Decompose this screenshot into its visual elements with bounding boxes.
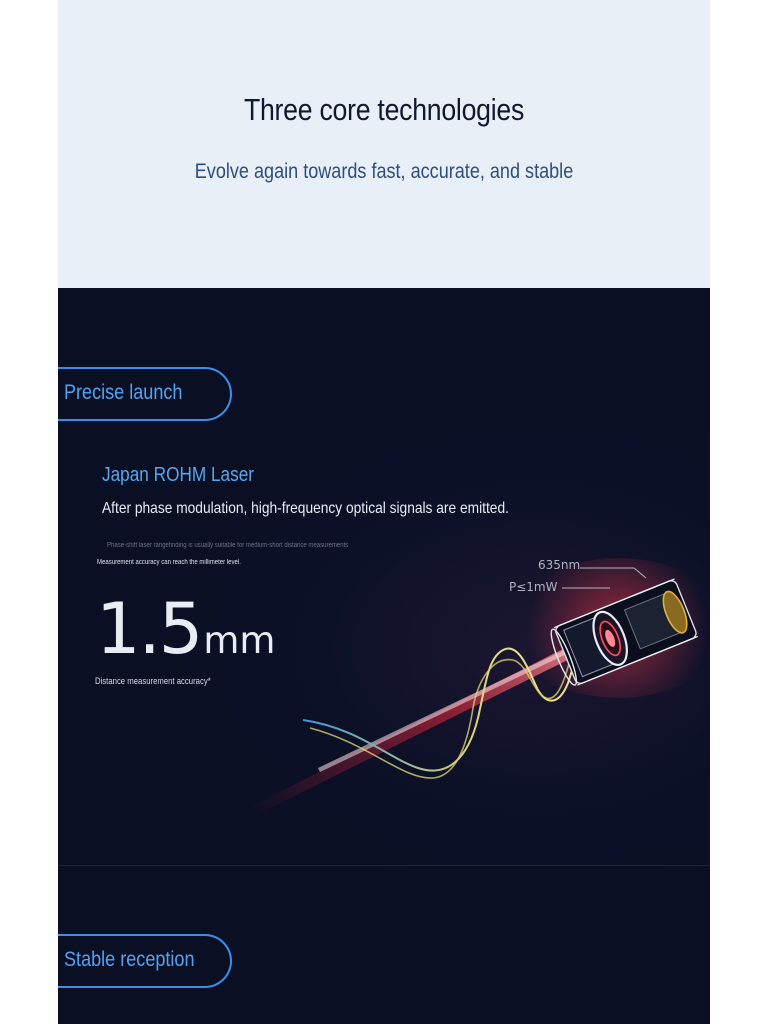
hero-title: Three core technologies — [243, 92, 525, 127]
hero-subtitle: Evolve again towards fast, accurate, and stable — [194, 160, 574, 183]
precise-launch-tag — [58, 367, 232, 421]
stable-reception-tag — [58, 934, 232, 988]
accuracy-unit: mm — [203, 619, 276, 662]
accuracy-caption: Distance measurement accuracy* — [95, 676, 211, 686]
wavelength-label: 635nm — [538, 558, 581, 572]
power-label: P≤1mW — [509, 580, 558, 594]
accuracy-number: 1.5 — [96, 588, 202, 670]
launch-panel — [58, 288, 710, 866]
technology-section — [58, 288, 710, 1024]
laser-brand: Japan ROHM Laser — [102, 464, 255, 486]
page — [58, 0, 710, 1024]
accuracy-value — [96, 588, 275, 670]
precise-launch-label: Precise launch — [64, 381, 183, 404]
launch-description: After phase modulation, high-frequency optical signals are emitted. — [102, 500, 509, 517]
rangefinding-note: Phase-shift laser rangefinding is usually suitable for medium-short distance measurements — [107, 542, 349, 549]
stable-reception-label: Stable reception — [64, 948, 195, 971]
accuracy-text: Measurement accuracy can reach the millimeter level. — [97, 559, 241, 566]
section-divider — [58, 865, 710, 866]
hero-section — [58, 0, 710, 288]
